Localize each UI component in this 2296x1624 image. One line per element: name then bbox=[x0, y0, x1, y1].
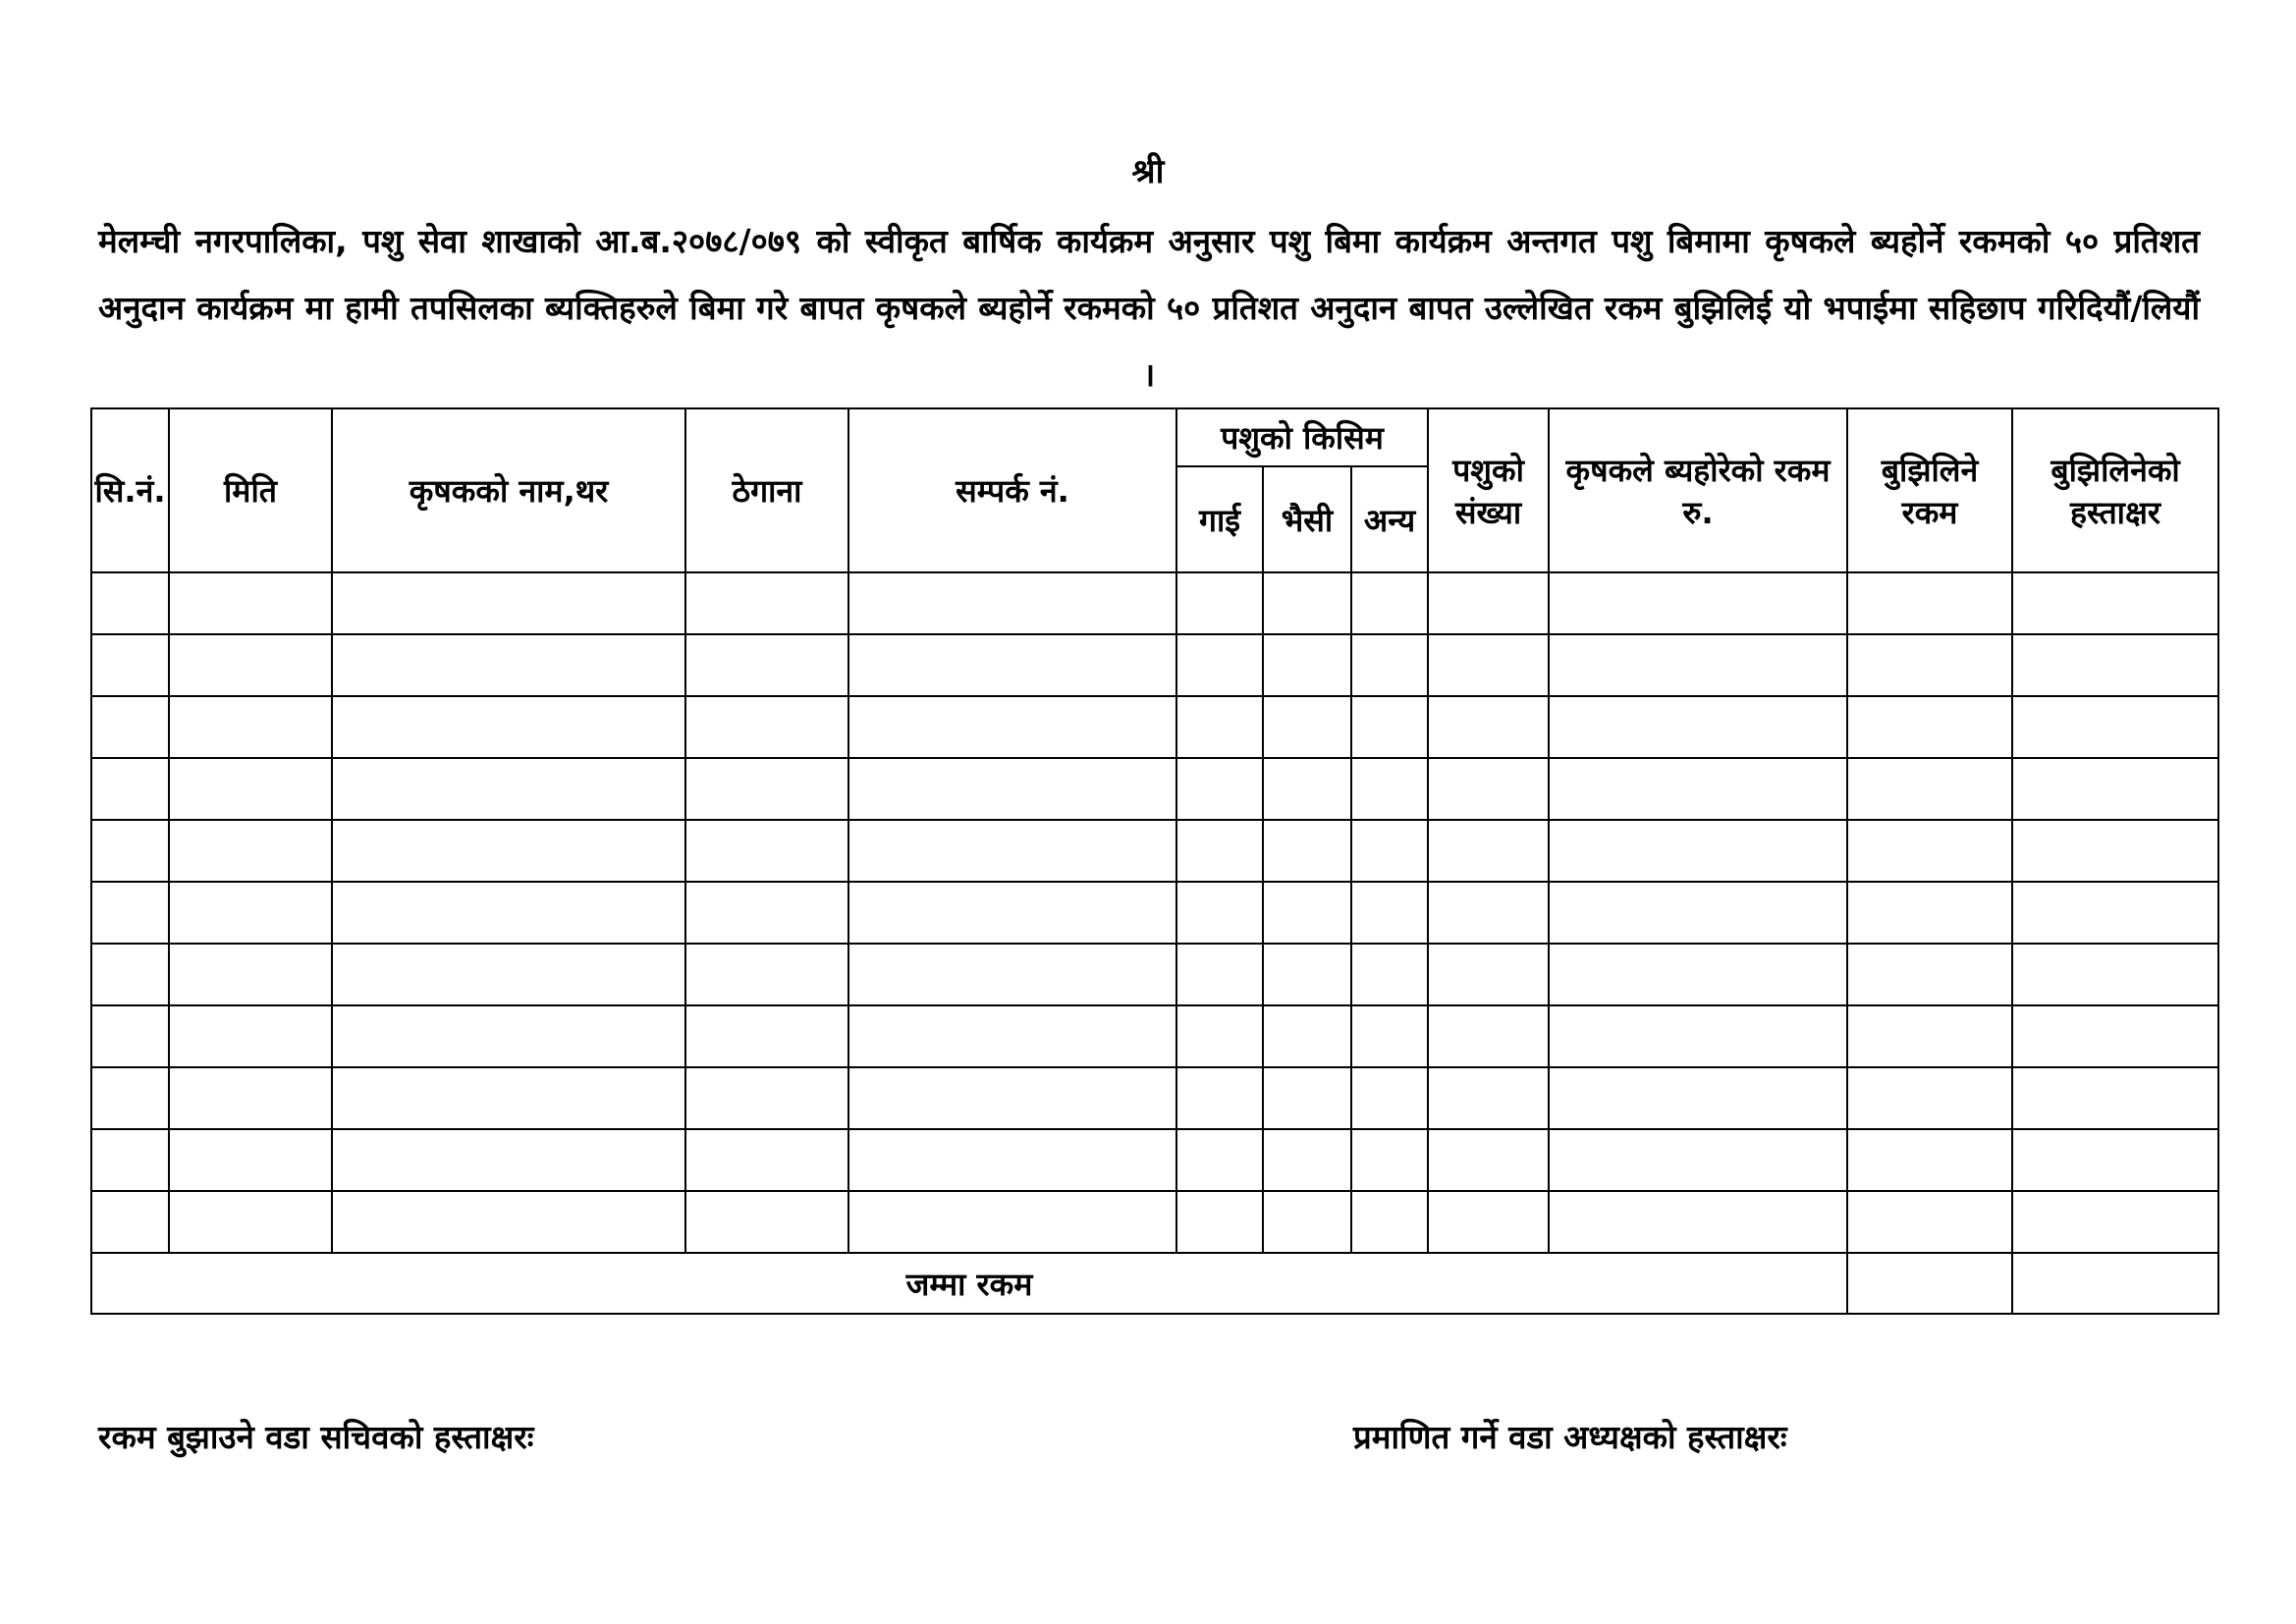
header-other: अन्य bbox=[1351, 466, 1428, 572]
table-cell[interactable] bbox=[1428, 696, 1549, 758]
table-cell[interactable] bbox=[332, 1191, 685, 1253]
table-cell[interactable] bbox=[1351, 1067, 1428, 1129]
table-cell[interactable] bbox=[169, 758, 332, 820]
table-cell[interactable] bbox=[1847, 634, 2012, 696]
table-cell[interactable] bbox=[2012, 944, 2218, 1005]
header-buffalo: भैसी bbox=[1263, 466, 1351, 572]
table-cell[interactable] bbox=[91, 634, 169, 696]
table-cell[interactable] bbox=[1549, 944, 1847, 1005]
table-cell[interactable] bbox=[1176, 944, 1263, 1005]
table-cell[interactable] bbox=[332, 634, 685, 696]
table-cell[interactable] bbox=[1263, 820, 1351, 882]
table-cell[interactable] bbox=[685, 1191, 848, 1253]
header-sn: सि.नं. bbox=[91, 408, 169, 572]
table-cell[interactable] bbox=[1176, 1005, 1263, 1067]
table-cell[interactable] bbox=[685, 572, 848, 634]
table-cell[interactable] bbox=[1428, 820, 1549, 882]
table-cell[interactable] bbox=[1847, 758, 2012, 820]
table-cell[interactable] bbox=[1847, 1005, 2012, 1067]
table-cell[interactable] bbox=[91, 820, 169, 882]
table-cell[interactable] bbox=[91, 882, 169, 944]
table-row bbox=[91, 1067, 2218, 1129]
document-heading: श्री bbox=[1131, 152, 1165, 191]
table-cell[interactable] bbox=[1549, 696, 1847, 758]
table-cell[interactable] bbox=[169, 572, 332, 634]
table-cell[interactable] bbox=[332, 572, 685, 634]
table-cell[interactable] bbox=[2012, 572, 2218, 634]
table-cell[interactable] bbox=[1263, 1067, 1351, 1129]
table-cell[interactable] bbox=[2012, 696, 2218, 758]
table-cell[interactable] bbox=[1549, 820, 1847, 882]
table-cell[interactable] bbox=[1263, 696, 1351, 758]
table-cell[interactable] bbox=[685, 944, 848, 1005]
table-cell[interactable] bbox=[2012, 1191, 2218, 1253]
table-cell[interactable] bbox=[848, 1067, 1176, 1129]
table-cell[interactable] bbox=[685, 1005, 848, 1067]
table-cell[interactable] bbox=[1351, 1005, 1428, 1067]
table-cell[interactable] bbox=[848, 1191, 1176, 1253]
header-address: ठेगाना bbox=[685, 408, 848, 572]
table-cell[interactable] bbox=[91, 1005, 169, 1067]
table-row bbox=[91, 758, 2218, 820]
table-cell[interactable] bbox=[1847, 820, 2012, 882]
table-cell[interactable] bbox=[169, 1067, 332, 1129]
table-cell[interactable] bbox=[1176, 634, 1263, 696]
table-cell[interactable] bbox=[1847, 1129, 2012, 1191]
table-cell[interactable] bbox=[169, 634, 332, 696]
table-row bbox=[91, 696, 2218, 758]
table-cell[interactable] bbox=[1428, 1067, 1549, 1129]
table-cell[interactable] bbox=[169, 882, 332, 944]
table-cell[interactable] bbox=[848, 696, 1176, 758]
table-cell[interactable] bbox=[1351, 820, 1428, 882]
table-cell[interactable] bbox=[685, 758, 848, 820]
table-cell[interactable] bbox=[169, 1191, 332, 1253]
table-row bbox=[91, 1129, 2218, 1191]
table-cell[interactable] bbox=[1428, 758, 1549, 820]
table-cell[interactable] bbox=[1847, 1067, 2012, 1129]
table-cell[interactable] bbox=[685, 634, 848, 696]
table-cell[interactable] bbox=[332, 696, 685, 758]
table-cell[interactable] bbox=[1263, 882, 1351, 944]
table-cell[interactable] bbox=[1847, 696, 2012, 758]
table-cell[interactable] bbox=[91, 758, 169, 820]
table-cell[interactable] bbox=[1351, 572, 1428, 634]
subsidy-table bbox=[90, 407, 2219, 1315]
table-row bbox=[91, 944, 2218, 1005]
table-cell[interactable] bbox=[332, 1005, 685, 1067]
table-cell[interactable] bbox=[1351, 634, 1428, 696]
table-cell[interactable] bbox=[1176, 820, 1263, 882]
table-cell[interactable] bbox=[1847, 572, 2012, 634]
table-cell[interactable] bbox=[1549, 1005, 1847, 1067]
table-cell[interactable] bbox=[332, 758, 685, 820]
table-row bbox=[91, 572, 2218, 634]
table-cell[interactable] bbox=[1176, 572, 1263, 634]
table-cell[interactable] bbox=[1428, 634, 1549, 696]
table-body bbox=[91, 572, 2218, 1253]
table-cell[interactable] bbox=[1847, 944, 2012, 1005]
table-row bbox=[91, 634, 2218, 696]
header-animal-count: पशुको संख्या bbox=[1428, 408, 1549, 572]
table-cell[interactable] bbox=[2012, 882, 2218, 944]
table-cell[interactable] bbox=[91, 696, 169, 758]
table-cell[interactable] bbox=[848, 634, 1176, 696]
table-cell[interactable] bbox=[1428, 1129, 1549, 1191]
table-cell[interactable] bbox=[1549, 572, 1847, 634]
table-cell[interactable] bbox=[169, 944, 332, 1005]
table-cell[interactable] bbox=[1351, 1191, 1428, 1253]
table-cell[interactable] bbox=[91, 572, 169, 634]
table-cell[interactable] bbox=[1176, 696, 1263, 758]
table-cell[interactable] bbox=[1351, 1129, 1428, 1191]
table-cell[interactable] bbox=[2012, 1005, 2218, 1067]
table-cell[interactable] bbox=[848, 1129, 1176, 1191]
table-cell[interactable] bbox=[1263, 1005, 1351, 1067]
table-row bbox=[91, 1005, 2218, 1067]
table-cell[interactable] bbox=[91, 944, 169, 1005]
table-cell[interactable] bbox=[2012, 758, 2218, 820]
table-cell[interactable] bbox=[1428, 1191, 1549, 1253]
table-cell[interactable] bbox=[1549, 758, 1847, 820]
table-cell[interactable] bbox=[91, 1129, 169, 1191]
table-cell[interactable] bbox=[332, 882, 685, 944]
table-cell[interactable] bbox=[2012, 820, 2218, 882]
table-cell[interactable] bbox=[169, 696, 332, 758]
table-cell[interactable] bbox=[1263, 1191, 1351, 1253]
table-cell[interactable] bbox=[1549, 882, 1847, 944]
table-cell[interactable] bbox=[848, 1005, 1176, 1067]
table-cell[interactable] bbox=[2012, 634, 2218, 696]
table-cell[interactable] bbox=[1549, 1067, 1847, 1129]
table-row bbox=[91, 882, 2218, 944]
table-cell[interactable] bbox=[169, 1129, 332, 1191]
table-row bbox=[91, 1191, 2218, 1253]
header-received-amount: बुझिलिने रकम bbox=[1847, 408, 2012, 572]
table-cell[interactable] bbox=[848, 882, 1176, 944]
table-cell[interactable] bbox=[1847, 882, 2012, 944]
table-cell[interactable] bbox=[169, 1005, 332, 1067]
table-cell[interactable] bbox=[1263, 944, 1351, 1005]
header-date: मिति bbox=[169, 408, 332, 572]
header-farmer-amount: कृषकले ब्यहोरेको रकम रु. bbox=[1549, 408, 1847, 572]
table-cell[interactable] bbox=[1351, 944, 1428, 1005]
table-cell[interactable] bbox=[1351, 696, 1428, 758]
table-cell[interactable] bbox=[685, 820, 848, 882]
table-cell[interactable] bbox=[685, 1067, 848, 1129]
header-farmer-name: कृषकको नाम,थर bbox=[332, 408, 685, 572]
table-cell[interactable] bbox=[1263, 634, 1351, 696]
table-cell[interactable] bbox=[685, 1129, 848, 1191]
table-cell[interactable] bbox=[848, 944, 1176, 1005]
table-cell[interactable] bbox=[1351, 882, 1428, 944]
table-row bbox=[91, 820, 2218, 882]
ward-chair-signature-label: प्रमाणित गर्ने वडा अध्यक्षको हस्ताक्षरः bbox=[1353, 1418, 1787, 1456]
table-cell[interactable] bbox=[1263, 758, 1351, 820]
table-cell[interactable] bbox=[1549, 1129, 1847, 1191]
table-cell[interactable] bbox=[1176, 1129, 1263, 1191]
table-cell[interactable] bbox=[1428, 572, 1549, 634]
total-signature-cell[interactable] bbox=[2012, 1253, 2218, 1314]
table-cell[interactable] bbox=[848, 572, 1176, 634]
table-cell[interactable] bbox=[332, 1129, 685, 1191]
table-cell[interactable] bbox=[1428, 1005, 1549, 1067]
table-cell[interactable] bbox=[1428, 882, 1549, 944]
total-received-cell[interactable] bbox=[1847, 1253, 2012, 1314]
table-cell[interactable] bbox=[1549, 634, 1847, 696]
header-contact: सम्पर्क नं. bbox=[848, 408, 1176, 572]
table-cell[interactable] bbox=[848, 820, 1176, 882]
table-cell[interactable] bbox=[1176, 882, 1263, 944]
table-cell[interactable] bbox=[685, 882, 848, 944]
table-cell[interactable] bbox=[685, 696, 848, 758]
table-cell[interactable] bbox=[2012, 1067, 2218, 1129]
table-cell[interactable] bbox=[1176, 1067, 1263, 1129]
table-cell[interactable] bbox=[169, 820, 332, 882]
header-signature: बुझिलिनेको हस्ताक्षर bbox=[2012, 408, 2218, 572]
table-cell[interactable] bbox=[1351, 758, 1428, 820]
header-cow: गाई bbox=[1176, 466, 1263, 572]
total-label: जम्मा रकम bbox=[91, 1253, 1847, 1314]
table-cell[interactable] bbox=[332, 944, 685, 1005]
table-cell[interactable] bbox=[1263, 1129, 1351, 1191]
header-animal-type: पशुको किसिम bbox=[1176, 408, 1428, 466]
table-cell[interactable] bbox=[1176, 758, 1263, 820]
table-cell[interactable] bbox=[332, 820, 685, 882]
table-cell[interactable] bbox=[1549, 1191, 1847, 1253]
ward-secretary-signature-label: रकम बुझाउने वडा सचिवको हस्ताक्षरः bbox=[98, 1418, 534, 1456]
table-cell[interactable] bbox=[2012, 1129, 2218, 1191]
table-cell[interactable] bbox=[91, 1191, 169, 1253]
table-cell[interactable] bbox=[1176, 1191, 1263, 1253]
table-cell[interactable] bbox=[1428, 944, 1549, 1005]
table-cell[interactable] bbox=[1847, 1191, 2012, 1253]
table-cell[interactable] bbox=[848, 758, 1176, 820]
table-cell[interactable] bbox=[1263, 572, 1351, 634]
table-cell[interactable] bbox=[332, 1067, 685, 1129]
intro-paragraph: मेलम्ची नगरपालिका, पशु सेवा शाखाको आ.ब.२०७८/०७९ को स्वीकृत बार्षिक कार्यक्रम अनुसार पशु बिमा कार्यक्रम अन्तगत पशु बिमामा कृषकले ब्यहोर्ने रकमको ५० प्रतिशत अनुदान कार्यक्रम मा हामी तपसिलका ब्यक्तिहरुले बिमा गरे बापत कृषकले ब्यहोर्ने रकमको ५० प्रतिशत अनुदान बापत उल्लेखित रकम बुझिलिई यो भपाईमा सहिछाप गरिदियौं/लियौं । bbox=[98, 222, 2200, 394]
table-cell[interactable] bbox=[91, 1067, 169, 1129]
